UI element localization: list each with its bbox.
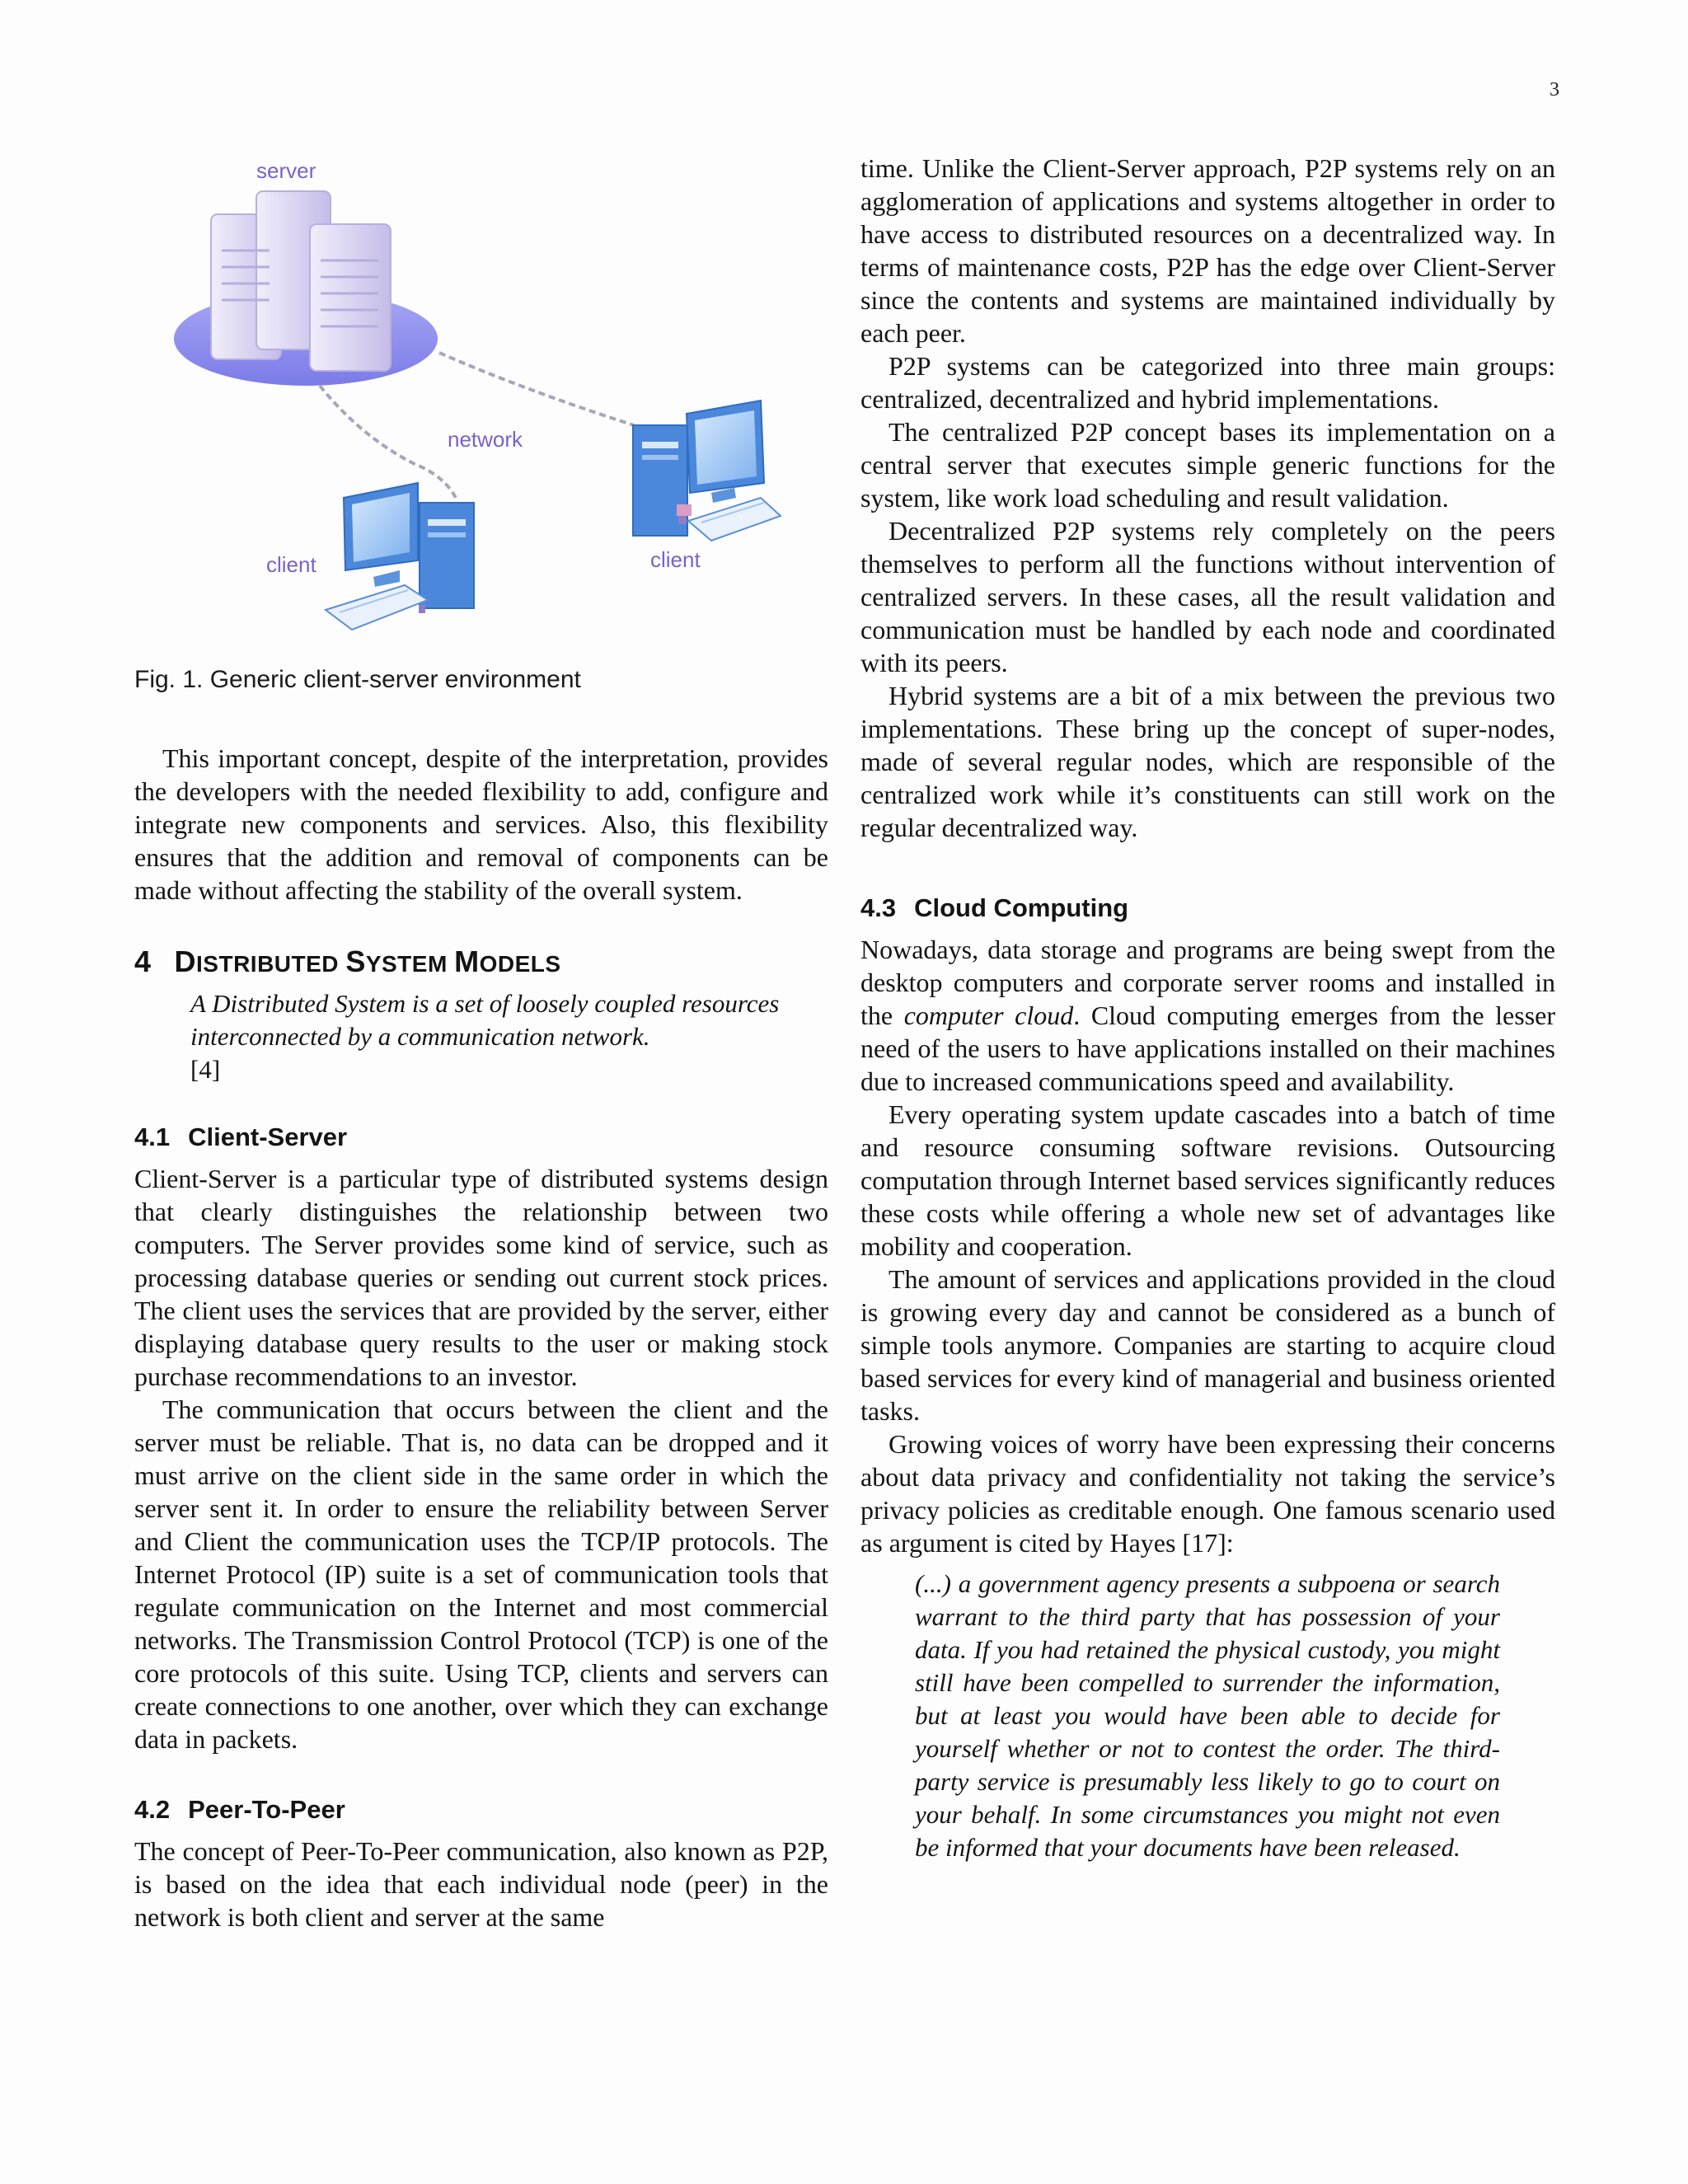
p2p-paragraph-1: The concept of Peer-To-Peer communication, also known as P2P, is based on the idea that each individual node (peer) in the network is both client and server at the same [134,1836,828,1932]
intro-paragraph: This important concept, despite of the interpretation, provides the developers with the needed flexibility to add, configure and integrate new components and services. Also, this flexibility ensures that the addition and removal of components can be made without affecting the stability of the overall system. [134,743,828,905]
figure-client-server [134,148,828,693]
epigraph [190,987,784,1086]
label-client-left: client [266,552,316,577]
left-column [134,148,828,1933]
figure-caption: Fig. 1. Generic client-server environment [134,666,581,693]
client-server-paragraph-2: The communication that occurs between the client and the server must be reliable. That is, no data can be dropped and it must arrive on the client side in the same order in which the server sent it. In order to ensure the reliability between Server and Client the communication uses the TCP/IP protocols. The Internet Protocol (IP) suite is a set of communication tools that regulate communication on the Internet and most commercial networks. The Transmission Control Protocol (TCP) is one of the core protocols of this suite. Using TCP, clients and servers can create connections to one another, over which they can exchange data in packets. [134,1394,828,1754]
section-number: 4 [134,944,152,978]
cloud-paragraph-2: Every operating system update cascades into a batch of time and resource consuming software revisions. Outsourcing computation through Internet based services significantly reduces these costs while offering a whole new set of advantages like mobility and cooperation. [860,1099,1555,1261]
client-computer-icon [326,483,474,630]
server-icon [174,191,438,386]
label-client-right: client [650,547,701,572]
epigraph-citation: [4] [190,1055,221,1084]
section-4-2-heading: 4.2 Peer-To-Peer [134,1795,345,1824]
label-network: network [448,427,523,452]
epigraph-text: A Distributed System is a set of loosely coupled resources interconnected by a communication network. [190,989,780,1051]
section-4-1-heading: 4.1 Client-Server [134,1122,348,1151]
hybrid-p2p-paragraph: Hybrid systems are a bit of a mix between the previous two implementations. These bring up the concept of super-nodes, made of several regular nodes, which are responsible of the centralized work while it’s constituents can still work on the regular decentralized way. [860,681,1555,842]
label-server: server [256,158,316,183]
section-4-3-heading: 4.3 Cloud Computing [860,893,1129,922]
client-server-paragraph-1: Client-Server is a particular type of distributed systems design that clearly distinguishes the relationship between two computers. The Server provides some kind of service, such as processing database queries or sending out current stock prices. The client uses the services that are provided by the server, either displaying database query results to the user or making stock purchase recommendations to an investor. [134,1164,828,1391]
hayes-quote: (...) a government agency presents a subpoena or search warrant to the third party that has possession of your data. If you had retained the physical custody, you might still have been compelled to surrender the information, but at least you would have been able to decide for yourself whether or not to contest the order. The third-party service is presumably less likely to go to court on your behalf. In some circumstances you might not even be informed that your documents have been released. [915,1569,1500,1862]
computer-cloud-term: computer cloud [903,1001,1074,1030]
cloud-paragraph-4: Growing voices of worry have been expressing their concerns about data privacy and confidentiality not taking the service’s privacy policies as creditable enough. One famous scenario used as argument is cited by Hayes [17]: [860,1429,1555,1558]
client-server-diagram [134,148,828,659]
page-number: 3 [1550,79,1559,101]
p2p-categories-paragraph: P2P systems can be categorized into three main groups: centralized, decentralized and hybrid implementations. [860,351,1555,414]
p2p-continuation: time. Unlike the Client-Server approach, P2P systems rely on an agglomeration of applications and systems altogether in order to have access to distributed resources on a decentralized way. In terms of maintenance costs, P2P has the edge over Client-Server since the contents and systems are maintained individually by each peer. [860,153,1555,348]
decentralized-p2p-paragraph: Decentralized P2P systems rely completely on the peers themselves to perform all the functions without intervention of centralized servers. In these cases, all the result validation and communication must be handled by each node and coordinated with its peers. [860,516,1555,677]
cloud-paragraph-3: The amount of services and applications provided in the cloud is growing every day and cannot be considered as a bunch of simple tools anymore. Companies are starting to acquire cloud based services for every kind of managerial and business oriented tasks. [860,1264,1555,1426]
client-computer-icon [633,401,781,541]
cloud-paragraph-1: Nowadays, data storage and programs are being swept from the desktop computers and corporate server rooms and installed in the computer cloud. Cloud computing emerges from the lesser need of the users to have applications installed on their machines due to increased communications speed and availability. [860,935,1556,1096]
section-4-heading: 4 DISTRIBUTED SYSTEM MODELS [134,944,561,978]
right-column [860,152,1555,1864]
centralized-p2p-paragraph: The centralized P2P concept bases its implementation on a central server that executes simple generic functions for the system, like work load scheduling and result validation. [860,417,1555,513]
